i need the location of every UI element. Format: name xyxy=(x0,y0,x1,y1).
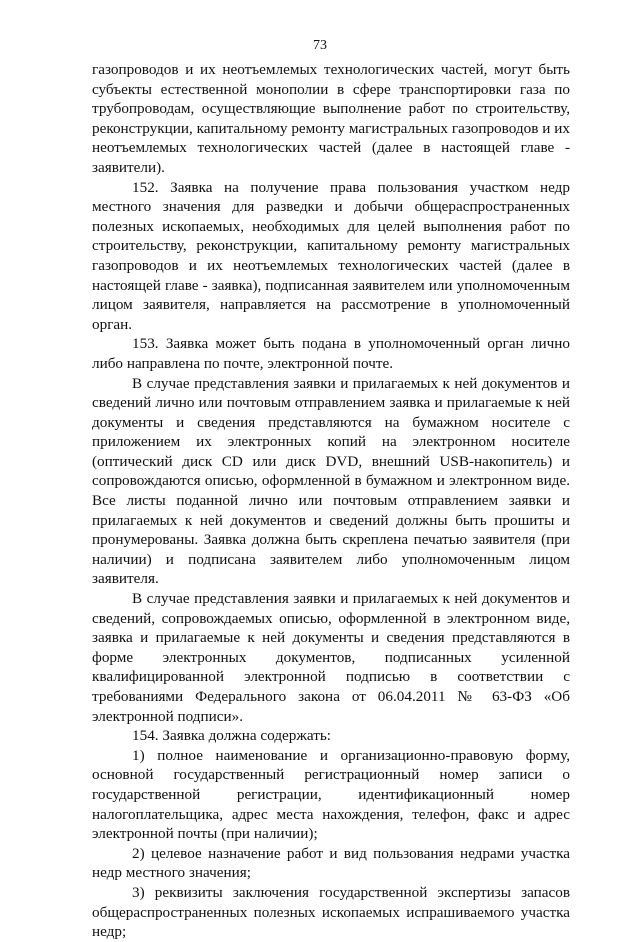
list-item-1: 1) полное наименование и организационно-правовую форму, основной государственный регистрационный номер записи о государственной регистрации, идентификационный номер налогоплательщика, адрес места нахождения, телефон, факс и адрес электронной почты (при наличии); xyxy=(92,746,570,843)
paragraph-152: 152. Заявка на получение права пользования участком недр местного значения для разведки и добычи общераспространенных полезных ископаемых, необходимых для целей выполнения работ по строительству, реконструкции, капитальному ремонту магистральных газопроводов и их неотъемлемых технологических частей (далее в настоящей главе - заявка), подписанная заявителем или уполномоченным лицом заявителя, направляется на рассмотрение в уполномоченный орган. xyxy=(92,178,570,333)
page-number: 73 xyxy=(313,38,327,53)
paragraph-electronic-submission: В случае представления заявки и прилагаемых к ней документов и сведений, сопровождаемых описью, оформленной в электронном виде, заявка и прилагаемые к ней документы и сведения представляются в форме электронных документов, подписанных усиленной квалифицированной электронной подписью в соответствии с требованиями Федерального закона от 06.04.2011 № 63-ФЗ «Об электронной подписи». xyxy=(92,590,570,725)
paragraph-continuation: газопроводов и их неотъемлемых технологических частей, могут быть субъекты естественной монополии в сфере транспортировки газа по трубопроводам, осуществляющие выполнение работ по строительству, реконструкции, капитальному ремонту магистральных газопроводов и их неотъемлемых технологических частей (далее в настоящей главе - заявители). xyxy=(92,61,570,176)
paragraph-153: 153. Заявка может быть подана в уполномоченный орган лично либо направлена по почте, электронной почте. xyxy=(92,335,570,372)
body-text xyxy=(92,60,570,942)
paragraph-paper-submission: В случае представления заявки и прилагаемых к ней документов и сведений лично или почтовым отправлением заявка и прилагаемые к ней документы и сведения представляются на бумажном носителе с приложением их электронных копий на электронном носителе (оптический диск CD или диск DVD, внешний USB-накопитель) и сопровождаются описью, оформленной в бумажном и электронном виде. Все листы поданной лично или почтовым отправлением заявки и прилагаемых к ней документов и сведений должны быть прошиты и пронумерованы. Заявка должна быть скреплена печатью заявителя (при наличии) и подписана заявителем либо уполномоченным лицом заявителя. xyxy=(92,374,570,588)
list-item-2: 2) целевое назначение работ и вид пользования недрами участка недр местного значения; xyxy=(92,844,570,882)
paragraph-154: 154. Заявка должна содержать: xyxy=(132,727,332,745)
list-item-3: 3) реквизиты заключения государственной экспертизы запасов общераспространенных полезных ископаемых испрашиваемого участка недр; xyxy=(92,883,570,941)
